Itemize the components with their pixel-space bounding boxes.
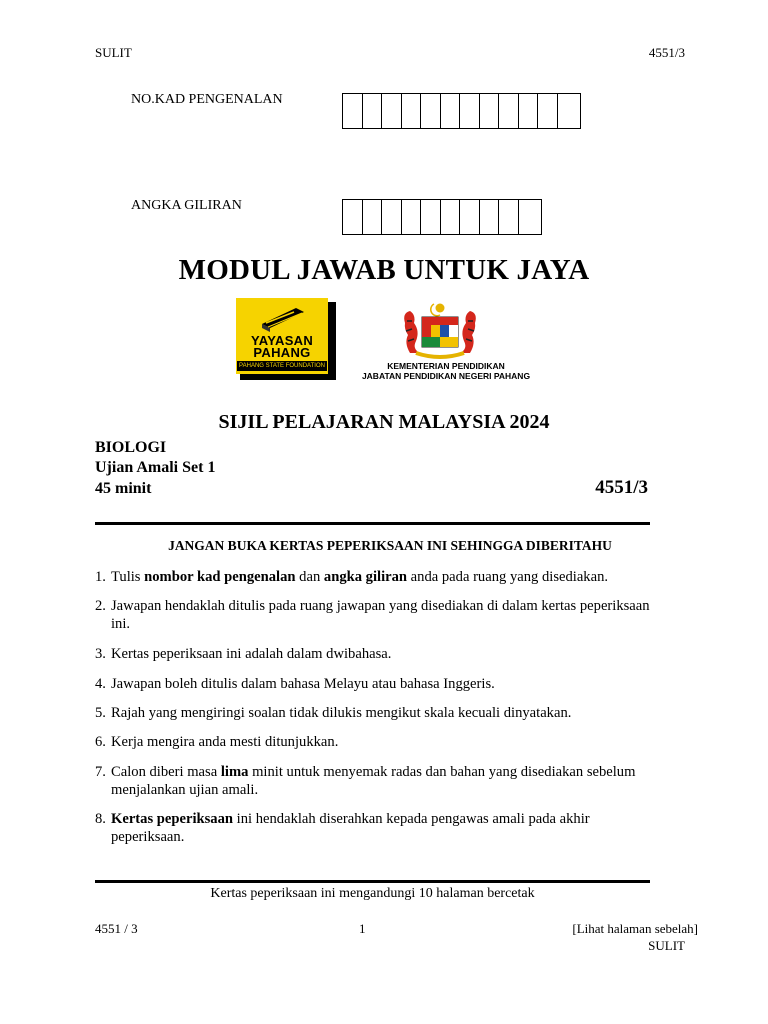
paper-name: Ujian Amali Set 1 (95, 459, 216, 476)
duration: 45 minit (95, 480, 152, 497)
book-icon (258, 304, 308, 334)
kpm-line1: KEMENTERIAN PENDIDIKAN (387, 361, 505, 371)
divider-bottom (95, 880, 650, 883)
yayasan-line3: PAHANG STATE FOUNDATION (239, 363, 325, 369)
index-number-label: ANGKA GILIRAN (131, 198, 242, 213)
yayasan-pahang-logo (236, 298, 336, 380)
header-sulit: SULIT (95, 45, 132, 60)
yayasan-line1: YAYASAN (250, 333, 314, 348)
index-number-boxes[interactable] (342, 199, 542, 235)
instruction-8: 8. Kertas peperiksaan ini hendaklah diserahkan kepada pengawas amali pada akhir peperiksaan. (95, 811, 590, 845)
ic-number-boxes[interactable] (342, 93, 581, 129)
exam-title: SIJIL PELAJARAN MALAYSIA 2024 (218, 411, 550, 433)
instruction-7: 7. Calon diberi masa lima minit untuk menyemak radas dan bahan yang disediakan sebelum menjalankan ujian amali. (95, 764, 636, 798)
instruction-1: 1. Tulis nombor kad pengenalan dan angka giliran anda pada ruang yang disediakan. (95, 569, 609, 585)
page-count-note: Kertas peperiksaan ini mengandungi 10 halaman bercetak (210, 886, 535, 901)
instruction-3: 3. Kertas peperiksaan ini adalah dalam dwibahasa. (95, 646, 392, 662)
instruction-2: 2. Jawapan hendaklah ditulis pada ruang jawapan yang disediakan di dalam kertas peperiksaan ini. (95, 598, 650, 632)
module-title: MODUL JAWAB UNTUK JAYA (178, 254, 590, 286)
instruction-5: 5. Rajah yang mengiringi soalan tidak dilukis mengikut skala kecuali dinyatakan. (95, 705, 572, 721)
subject-name: BIOLOGI (95, 439, 167, 456)
page-number: 1 (359, 921, 366, 936)
kpm-crest-icon (400, 301, 480, 361)
footer-sulit: SULIT (648, 938, 685, 953)
kpm-line2: JABATAN PENDIDIKAN NEGERI PAHANG (361, 371, 531, 381)
instructions-heading: JANGAN BUKA KERTAS PEPERIKSAAN INI SEHINGGA DIBERITAHU (168, 538, 612, 553)
subject-code: 4551/3 (595, 477, 648, 498)
yayasan-line2: PAHANG (253, 345, 311, 360)
instruction-4: 4. Jawapan boleh ditulis dalam bahasa Melayu atau bahasa Inggeris. (95, 676, 495, 692)
ic-number-label: NO.KAD PENGENALAN (131, 92, 283, 107)
next-page-note: [Lihat halaman sebelah] (572, 921, 698, 936)
instruction-6: 6. Kerja mengira anda mesti ditunjukkan. (95, 734, 339, 750)
footer-code: 4551 / 3 (95, 921, 138, 936)
header-paper-code: 4551/3 (648, 45, 685, 60)
divider-top (95, 522, 650, 525)
